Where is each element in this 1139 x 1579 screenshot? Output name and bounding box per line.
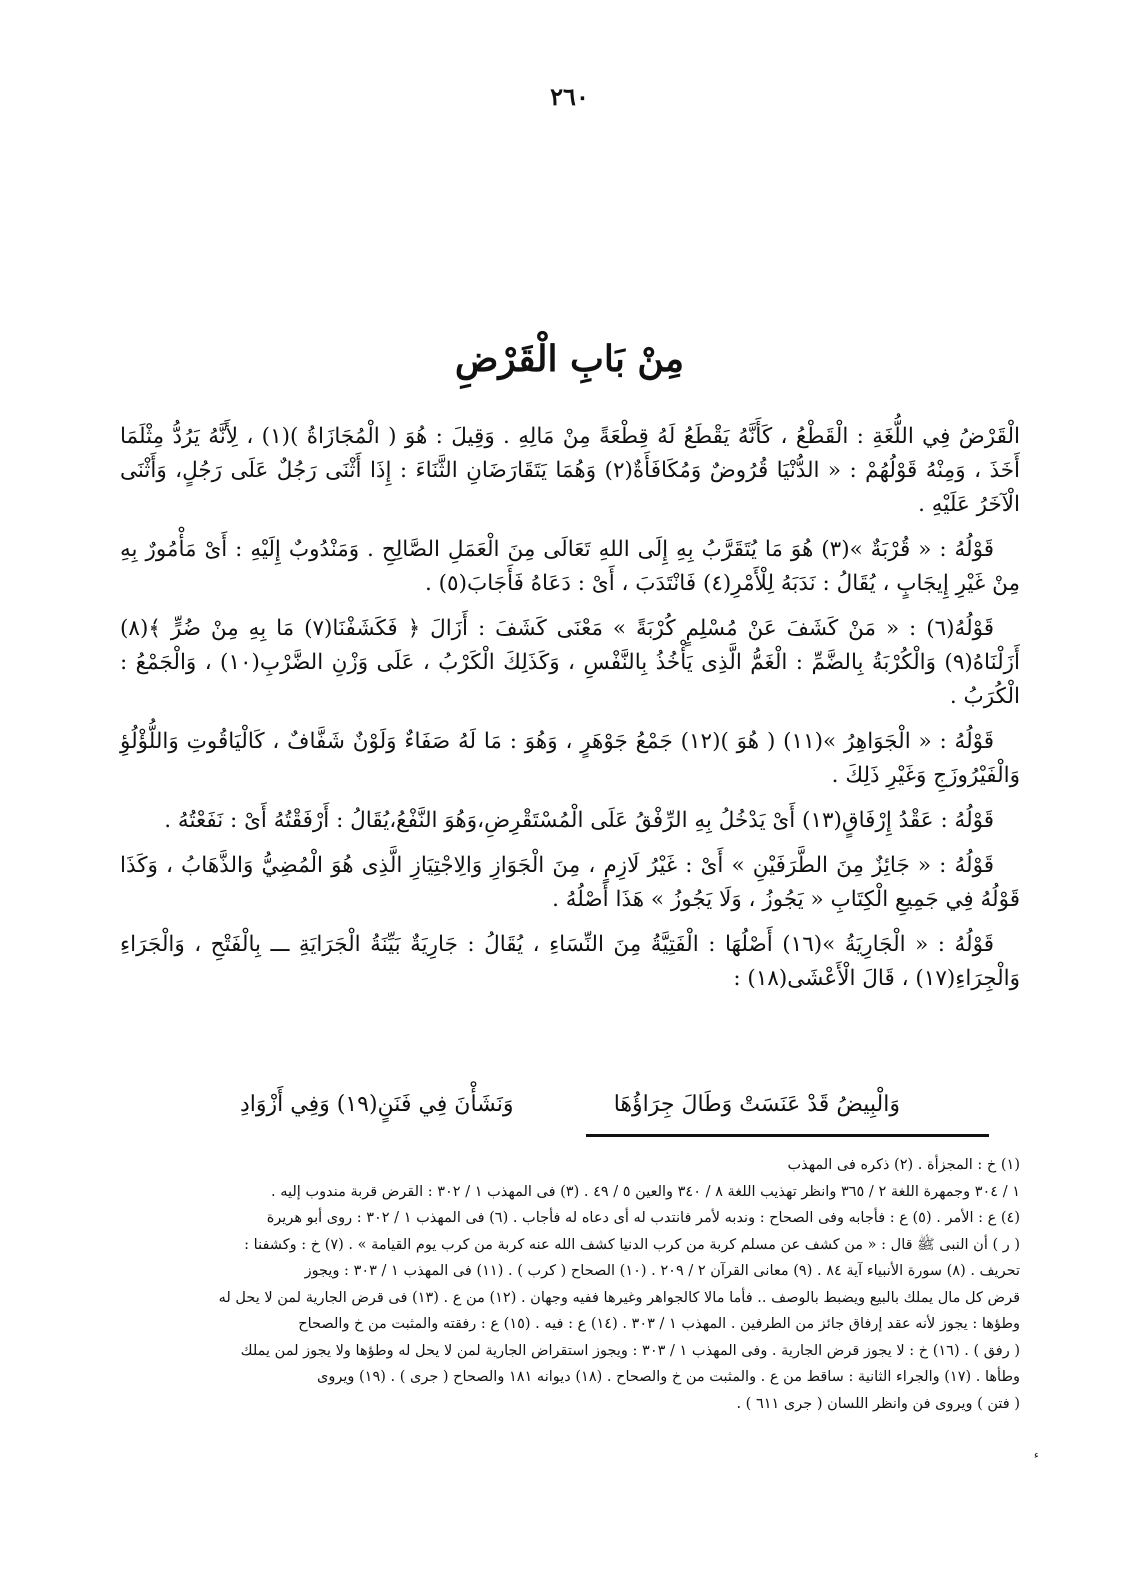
page-number: ٢٦٠: [550, 82, 589, 111]
poetry-verse: [240, 1092, 900, 1117]
paragraph-irfaq: قَوْلُهُ : عَقْدُ إِرْفَاقٍ(١٣) أَىْ يَدْخُلُ بِهِ الرِّفْقُ عَلَى الْمُسْتَقْرِضِ،وَهُوَ النَّفْعُ،يُقَالُ : أَرْفَقْتُهُ أَىْ : نَفَعْتُهُ .: [164, 808, 994, 833]
footnote-line: تحريف . (٨) سورة الأنبياء آية ٨٤ . (٩) معانى القرآن ٢ / ٢٠٩ . (١٠) الصحاح ( كرب ) . (١١) فى المهذب ١ / ٣٠٣ : ويجوز: [304, 1263, 1020, 1279]
main-text: [120, 420, 1020, 1007]
paragraph-jariya: قَوْلُهُ : « الْجَارِيَةُ »(١٦) أَصْلُهَا : الْفَتِيَّةُ مِنَ النِّسَاءِ ، يُقَالُ : جَارِيَةٌ بَيِّنَةُ الْجَرَايَةِ ـــ بِالْفَتْحِ ، وَالْجَرَاءِ وَالْجِرَاءِ(١٧) ، قَالَ الْأَعْشَى(١٨) :: [120, 932, 1020, 991]
paragraph-qurba: قَوْلُهُ : « قُرْبَةٌ »(٣) هُوَ مَا يُتَقَرَّبُ بِهِ إِلَى اللهِ تَعَالَى مِنَ الْعَمَلِ الصَّالِحِ . وَمَنْدُوبٌ إِلَيْهِ : أَىْ مَأْمُورٌ بِهِ مِنْ غَيْرِ إِيجَابٍ ، يُقَالُ : نَدَبَهُ لِلْأَمْرِ(٤) فَانْتَدَبَ ، أَىْ : دَعَاهُ فَأَجَابَ(٥) .: [120, 537, 1020, 596]
footnote-line: ( فتن ) ويروى فن وانظر اللسان ( جرى ٦١١ ) .: [736, 1395, 1020, 1412]
footnote-line: ١ / ٣٠٤ وجمهرة اللغة ٢ / ٣٦٥ وانظر تهذيب اللغة ٨ / ٣٤٠ والعين ٥ / ٤٩ . (٣) فى المهذب ١ / ٣٠٢ : القرض قربة مندوب إليه .: [271, 1183, 1020, 1200]
paragraph-qard-definition: الْقَرْضُ فِي اللُّغَةِ : الْقَطْعُ ، كَأَنَّهُ يَقْطَعُ لَهُ قِطْعَةً مِنْ مَالِهِ . وَقِيلَ : هُوَ ( الْمُجَازَاةُ )(١) ، لِأَنَّهُ يَرُدُّ مِثْلَمَا أَخَذَ ، وَمِنْهُ قَوْلُهُمْ : « الدُّنْيَا قُرُوضٌ وَمُكَافَأَةٌ(٢) وَهُمَا يَتَقَارَضَانِ الثَّنَاءَ : إِذَا أَثْنَى رَجُلٌ عَلَى رَجُلٍ، وَأَثْنَى الْآخَرُ عَلَيْهِ .: [120, 424, 1020, 517]
verse-first-hemistich: وَالْبِيضُ قَدْ عَنَسَتْ وَطَالَ جِرَاؤُهَا: [613, 1092, 900, 1117]
paragraph-kurba: قَوْلُهُ(٦) : « مَنْ كَشَفَ عَنْ مُسْلِمٍ كُرْبَةً » مَعْنَى كَشَفَ : أَزَالَ ﴿ فَكَشَفْنَا(٧) مَا بِهِ مِنْ ضُرٍّ ﴾(٨) أَزَلْنَاهُ(٩) وَالْكُرْبَةُ بِالضَّمِّ : الْغَمُّ الَّذِى يَأْخُذُ بِالنَّفْسِ ، وَكَذَلِكَ الْكَرْبُ ، عَلَى وَزْنِ الضَّرْبِ(١٠) ، وَالْجَمْعُ : الْكُرَبُ .: [120, 616, 1020, 709]
scan-mark: ء: [1034, 1450, 1039, 1461]
footnote-line: ( رفق ) . (١٦) خ : لا يجوز قرض الجارية . وفى المهذب ١ / ٣٠٣ : ويجوز استقراض الجارية لمن لا يحل له وطؤها ولا يجوز لمن يملك: [240, 1342, 1020, 1359]
paragraph-jawahir: قَوْلُهُ : « الْجَوَاهِرُ »(١١) ( هُوَ )(١٢) جَمْعُ جَوْهَرٍ ، وَهُوَ : مَا لَهُ صَفَاءٌ وَلَوْنٌ شَفَّافٌ ، كَالْيَاقُوتِ وَاللُّؤْلُؤِ وَالْفَيْرُوزَجِ وَغَيْرِ ذَلِكَ .: [120, 729, 1020, 788]
footnote-line: ( ر ) أن النبى ﷺ قال : « من كشف عن مسلم كربة من كرب الدنيا كشف الله عنه كربة من كرب يوم القيامة » . (٧) خ : وكشفنا :: [244, 1236, 1020, 1253]
paragraph-jaiz: قَوْلُهُ : « جَائِزٌ مِنَ الطَّرَفَيْنِ » أَىْ : غَيْرُ لَازِمٍ ، مِنَ الْجَوَازِ وَالِاجْتِيَازِ الَّذِى هُوَ الْمُضِيُّ وَالذَّهَابُ ، وَكَذَا قَوْلُهُ فِي جَمِيعِ الْكِتَابِ « يَجُوزُ ، وَلَا يَجُوزُ » هَذَا أَصْلُهُ .: [120, 853, 1020, 912]
footnote-line: وطؤها : يجوز لأنه عقد إرفاق جائز من الطرفين . المهذب ١ / ٣٠٣ . (١٤) ع : فيه . (١٥) ع : رفقته والمثبت من خ والصحاح: [298, 1316, 1020, 1332]
footnote-line: (١) خ : المجزأة . (٢) ذكره فى المهذب: [787, 1157, 1020, 1173]
chapter-title: مِنْ بَابِ الْقَرْضِ: [454, 338, 685, 380]
footnote-line: وطأها . (١٧) والجراء الثانية : ساقط من ع . والمثبت من خ والصحاح . (١٨) ديوانه ١٨١ والصحاح ( جرى ) . (١٩) ويروى: [317, 1369, 1020, 1385]
footnote-divider: [586, 1134, 989, 1137]
footnote-line: (٤) ع : الأمر . (٥) ع : فأجابه وفى الصحاح : وندبه لأمر فانتدب له أى دعاه له فأجاب . (٦) فى المهذب ١ / ٣٠٢ : روى أبو هريرة: [266, 1210, 1020, 1226]
verse-second-hemistich: وَنَشَأْنَ فِي فَنَنٍ(١٩) وَفِي أَزْوَادِ: [240, 1092, 514, 1117]
footnotes: [122, 1152, 1020, 1417]
footnote-line: قرض كل مال يملك بالبيع ويضبط بالوصف .. فأما مالا كالجواهر وغيرها ففيه وجهان . (١٢) من ع . (١٣) فى قرض الجارية لمن لا يحل له: [218, 1289, 1020, 1306]
